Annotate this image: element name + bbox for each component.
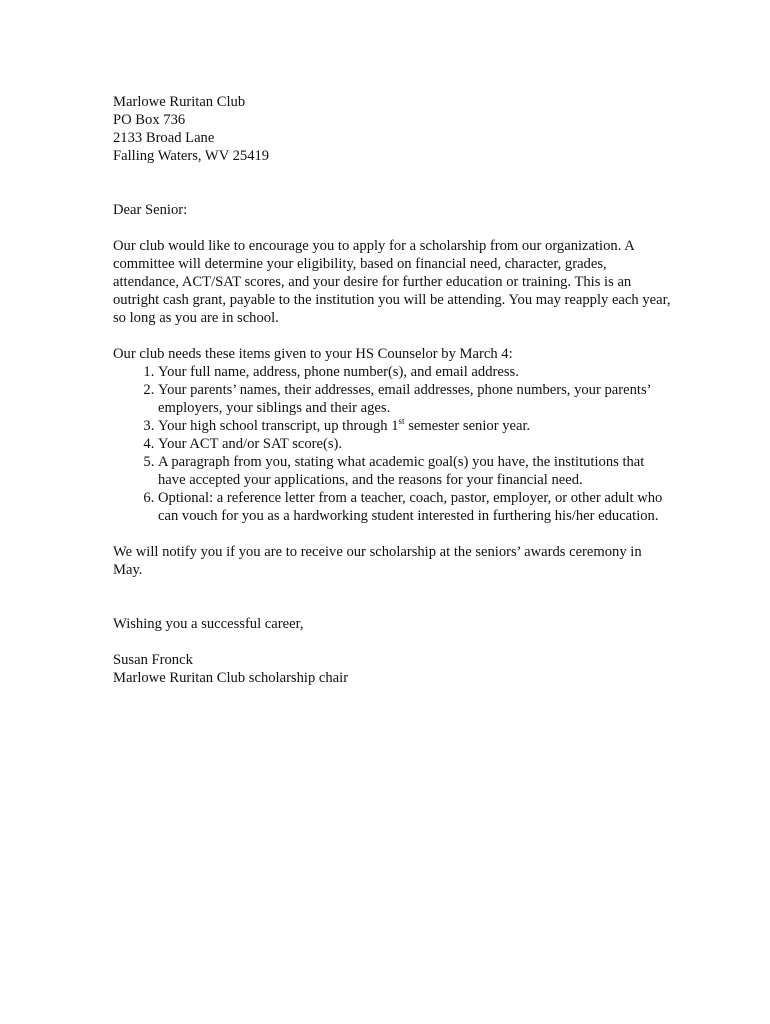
list-item	[158, 453, 673, 489]
address-line-city: Falling Waters, WV 25419	[113, 148, 270, 164]
list-item-text: Your high school transcript, up through 1	[158, 418, 399, 434]
list-item	[158, 417, 673, 435]
spacer	[113, 579, 673, 615]
notification-paragraph: We will notify you if you are to receive our scholarship at the seniors’ awards ceremony in May.	[113, 544, 642, 578]
sender-address	[113, 93, 673, 165]
list-item-text: Your ACT and/or SAT score(s).	[158, 436, 343, 452]
list-intro: Our club needs these items given to your HS Counselor by March 4:	[113, 346, 513, 362]
signature-title: Marlowe Ruritan Club scholarship chair	[113, 670, 349, 686]
ordinal-suffix: st	[398, 416, 405, 427]
list-item	[158, 363, 673, 381]
list-item	[158, 381, 673, 417]
spacer	[113, 165, 673, 201]
intro-paragraph: Our club would like to encourage you to apply for a scholarship from our organization. A committee will determine your eligibility, based on financial need, character, grades, attendance, ACT/SAT scores, and your desire for further education or training. This is an outright cash grant, payable to the institution you will be attending. You may reapply each year, so long as you are in school.	[113, 238, 671, 326]
list-item	[158, 489, 673, 525]
address-line-street: 2133 Broad Lane	[113, 130, 215, 146]
list-item-text: semester senior year.	[404, 418, 531, 434]
signature-name: Susan Fronck	[113, 652, 193, 668]
salutation: Dear Senior:	[113, 202, 188, 218]
address-line-club: Marlowe Ruritan Club	[113, 94, 246, 110]
letter-body	[113, 93, 673, 687]
spacer	[113, 633, 673, 651]
spacer	[113, 327, 673, 345]
closing-line: Wishing you a successful career,	[113, 616, 304, 632]
list-item-text: Your full name, address, phone number(s), and email address.	[158, 364, 519, 380]
list-item	[158, 435, 673, 453]
list-item-text: A paragraph from you, stating what academic goal(s) you have, the institutions that have accepted your applications, and the reasons for your financial need.	[158, 454, 645, 488]
list-item-text: Optional: a reference letter from a teacher, coach, pastor, employer, or other adult who can vouch for you as a hardworking student interested in furthering his/her education.	[158, 490, 663, 524]
list-item-text: Your parents’ names, their addresses, email addresses, phone numbers, your parents’ employers, your siblings and their ages.	[158, 382, 651, 416]
requirements-list	[113, 363, 673, 525]
spacer	[113, 525, 673, 543]
address-line-po-box: PO Box 736	[113, 112, 186, 128]
spacer	[113, 219, 673, 237]
